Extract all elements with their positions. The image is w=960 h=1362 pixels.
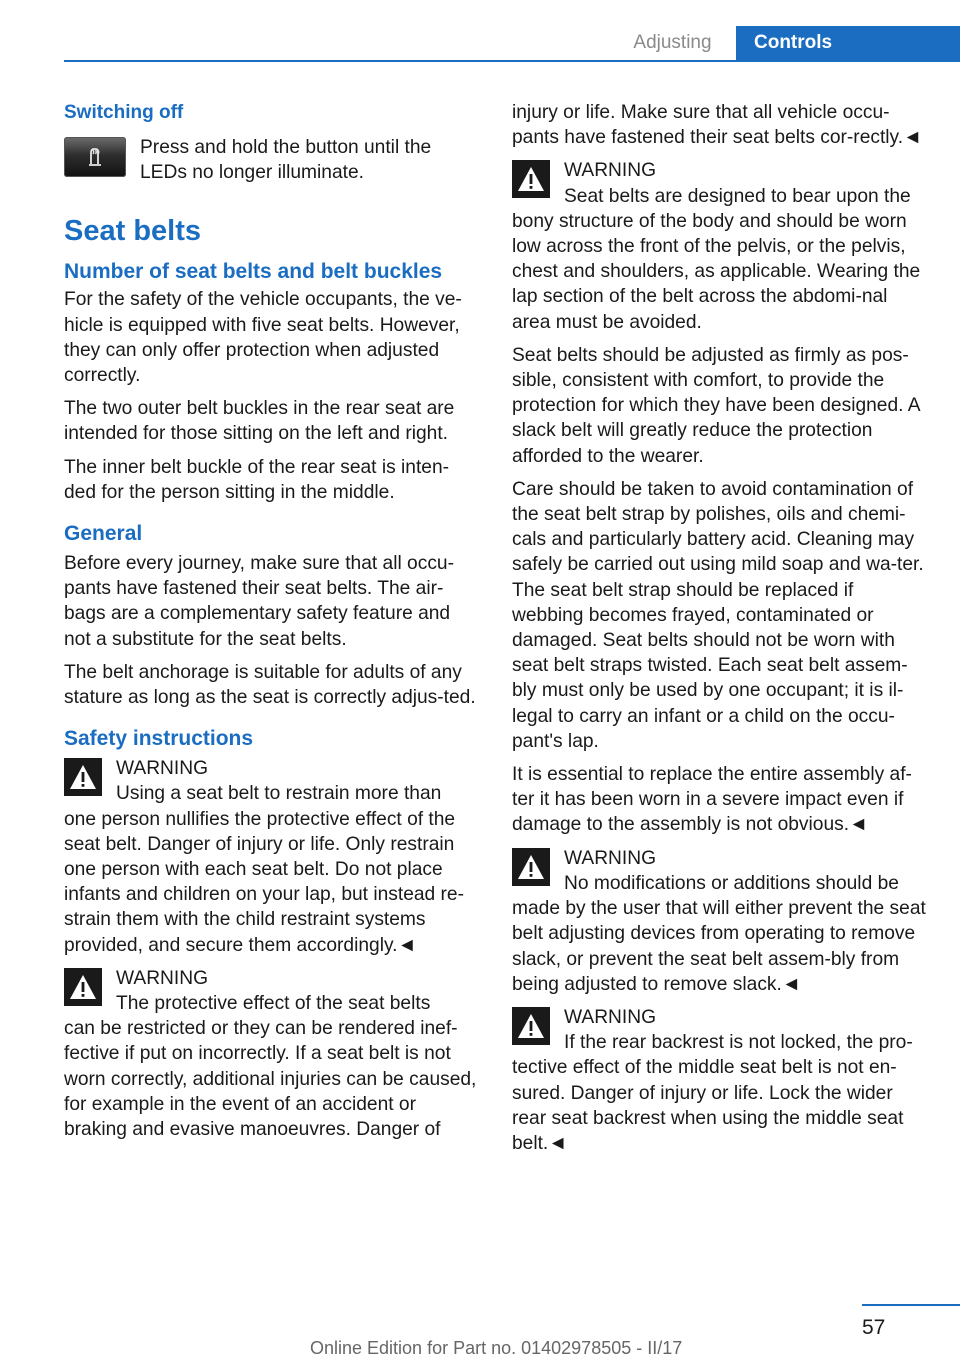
seat-heating-button-icon — [64, 137, 126, 177]
switching-off-heading: Switching off — [64, 102, 184, 123]
right-column — [512, 100, 928, 1164]
paragraph: For the safety of the vehicle occupants, the ve-hicle is equipped with five seat belts. However, they can only offer protection when adjusted correctly. — [64, 289, 462, 387]
left-column — [64, 100, 480, 1150]
page-number: 57 — [862, 1316, 886, 1339]
warning-label: WARNING — [564, 847, 657, 869]
warning-text-first-line: The protective effect of the seat belts — [116, 993, 431, 1015]
paragraph: The inner belt buckle of the rear seat is inten-ded for the person sitting in the middle. — [64, 456, 450, 503]
safety-instructions-heading: Safety instructions — [64, 727, 254, 751]
paragraph: The belt anchorage is suitable for adults of any stature as long as the seat is correctly adjus-ted. — [64, 661, 476, 709]
section-tab-adjusting: Adjusting — [633, 32, 712, 53]
warning-label: WARNING — [116, 758, 209, 780]
paragraph: Care should be taken to avoid contamination of the seat belt strap by polishes, oils and chemi-cals and particularly battery acid. Cleaning may safely be carried out using mild soap and wa-ter. The seat belt strap should be replaced if webbing becomes frayed, contaminated or damaged. Seat belts should not be worn with seat belt straps twisted. Each seat belt assem-bly must only be used by one occupant; it is il-legal to carry an infant or a child on the occu-pant's lap. — [512, 478, 924, 752]
warning-text-first-line: If the rear backrest is not locked, the pro- — [564, 1032, 913, 1054]
general-heading: General — [64, 522, 143, 546]
warning-text: can be restricted or they can be rendered inef-fective if put on incorrectly. If a seat belt is not worn correctly, additional injuries can be caused, for example in the event of an accident or braking and evasive manoeuvres. Danger of — [64, 1018, 477, 1141]
warning-block — [512, 158, 928, 334]
warning-text-first-line: Using a seat belt to restrain more than — [116, 783, 442, 805]
paragraph: Seat belts should be adjusted as firmly as pos-sible, consistent with comfort, to provide the protection for which they have been designed. A slack belt will greatly reduce the protection afforded to the wearer. — [512, 344, 920, 467]
continued-paragraph: injury or life. Make sure that all vehicle occu-pants have fastened their seat belts cor-rectly.◄ — [512, 102, 923, 149]
warning-triangle-icon — [512, 848, 550, 886]
warning-block — [64, 966, 480, 1142]
paragraph: The two outer belt buckles in the rear seat are intended for those sitting on the left and right. — [64, 398, 455, 445]
header-rule — [64, 60, 960, 62]
paragraph: It is essential to replace the entire assembly af-ter it has been worn in a severe impact even if damage to the assembly is not obvious.◄ — [512, 764, 912, 836]
warning-label: WARNING — [564, 160, 657, 182]
warning-triangle-icon — [64, 758, 102, 796]
seat-belts-title: Seat belts — [64, 215, 201, 248]
switching-off-row — [64, 135, 480, 185]
section-tab-controls: Controls — [736, 26, 960, 60]
edition-footer: Online Edition for Part no. 01402978505 - II/17 — [310, 1338, 683, 1358]
footer-rule — [862, 1304, 960, 1306]
warning-block — [512, 1005, 928, 1156]
warning-text: made by the user that will either prevent the seat belt adjusting devices from operating to remove slack, or prevent the seat belt assem-bly from being adjusted to remove slack.◄ — [512, 898, 926, 995]
number-of-belts-heading: Number of seat belts and belt buckles — [64, 260, 443, 284]
switching-off-text: Press and hold the button until the LEDs no longer illuminate. — [140, 137, 432, 184]
warning-text: tective effect of the middle seat belt is not en-sured. Danger of injury or life. Lock the wider rear seat backrest when using the middle seat belt.◄ — [512, 1057, 904, 1154]
warning-text-first-line: No modifications or additions should be — [564, 872, 899, 894]
warning-text: one person nullifies the protective effect of the seat belt. Danger of injury or life. Only restrain one person with each seat belt. Do not place infants and children on your lap, but instead re-strain them with the child restraint systems provided, and secure them accordingly.◄ — [64, 808, 464, 956]
warning-triangle-icon — [512, 1007, 550, 1045]
page-header — [0, 0, 960, 62]
paragraph: Before every journey, make sure that all occu-pants have fastened their seat belts. The air-bags are a complementary safety feature and not a substitute for the seat belts. — [64, 553, 454, 650]
warning-text-first-line: Seat belts are designed to bear upon the — [564, 185, 911, 207]
warning-triangle-icon — [512, 160, 550, 198]
warning-block — [512, 846, 928, 997]
warning-block — [64, 756, 480, 958]
warning-label: WARNING — [116, 967, 209, 989]
warning-triangle-icon — [64, 968, 102, 1006]
warning-text: bony structure of the body and should be worn low across the front of the pelvis, or the pelvis, chest and shoulders, as applicable. Wearing the lap section of the belt across the abdomi-nal area must be avoided. — [512, 210, 921, 333]
warning-label: WARNING — [564, 1006, 657, 1028]
